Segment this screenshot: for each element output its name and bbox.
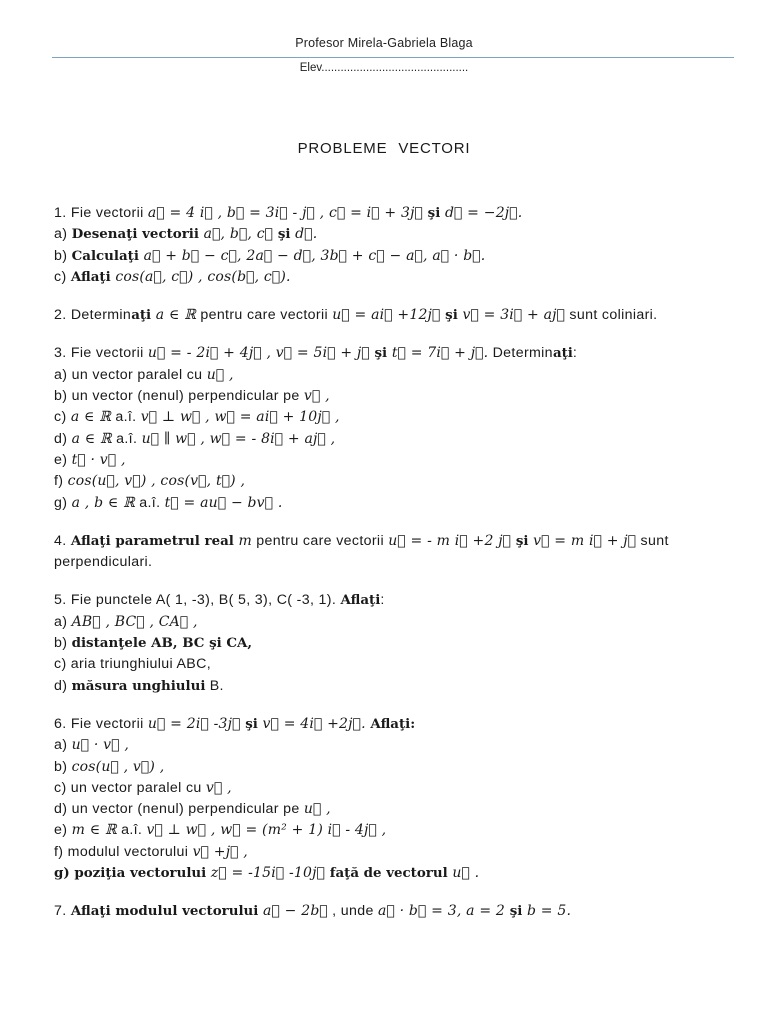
text: a) un vector paralel cu — [54, 366, 207, 383]
math-expression: v⃗ , — [205, 779, 232, 796]
bold-text: Calculaţi — [71, 247, 144, 264]
problem-1-line — [54, 224, 734, 245]
bold-text: şi — [369, 345, 392, 362]
problem-6-line — [54, 778, 734, 799]
math-expression: z⃗ = -15i⃗ -10j⃗ — [210, 865, 326, 882]
text: c) — [54, 409, 71, 426]
text: 7. — [54, 903, 71, 920]
problem-5-line — [54, 654, 734, 675]
math-expression: cos(u⃗, v⃗) , cos(v⃗, t⃗) , — [67, 473, 246, 490]
text: , unde — [327, 903, 379, 920]
math-expression: u⃗ = 2i⃗ -3j⃗ — [147, 715, 241, 732]
problem-4-line — [54, 552, 734, 573]
problem-4-line — [54, 531, 734, 552]
problem-3-line — [54, 429, 734, 450]
math-expression: a , b ∈ ℝ — [71, 494, 135, 511]
math-expression: u⃗ , — [303, 801, 331, 818]
math-expression: u⃗ = - 2i⃗ + 4j⃗ , v⃗ = 5i⃗ + j⃗ — [147, 345, 370, 362]
math-expression: t⃗ · v⃗ , — [71, 451, 126, 468]
bold-text: Aflaţi modulul vectorului — [70, 903, 264, 920]
math-expression: cos(u⃗ , v⃗) , — [71, 758, 165, 775]
text: a.î. — [116, 822, 147, 839]
text: a) — [54, 226, 72, 243]
math-expression: a⃗ · b⃗ = 3, a = 2 — [378, 903, 506, 920]
text: b) — [54, 758, 72, 775]
problem-6-line — [54, 799, 734, 820]
text: e) — [54, 822, 72, 839]
bold-text: şi — [440, 307, 463, 324]
problem-6-line — [54, 842, 734, 863]
problem-3-line — [54, 493, 734, 514]
text: g) — [54, 494, 72, 511]
text: a.î. — [111, 409, 141, 426]
text: d) un vector (nenul) perpendicular pe — [54, 801, 304, 818]
problem-6-line — [54, 714, 734, 735]
math-expression: t⃗ = 7i⃗ + j⃗. — [391, 345, 489, 362]
problem-3 — [54, 343, 734, 513]
text: c) aria triunghiului ABC, — [54, 656, 211, 673]
text: B. — [205, 677, 224, 694]
math-expression: m — [238, 532, 252, 549]
text: sunt — [636, 532, 669, 549]
problem-1 — [54, 203, 734, 288]
student-name-line: Elev.............................................. — [299, 62, 469, 74]
text: 1. Fie vectorii — [54, 205, 148, 221]
problem-7-line — [54, 901, 734, 922]
text: 2. Determin — [54, 307, 132, 324]
text: 3. Fie vectorii — [54, 345, 148, 362]
math-expression: v⃗ , — [303, 388, 330, 405]
bold-text: aţi — [552, 345, 573, 362]
text: e) — [54, 451, 72, 468]
text: sunt coliniari. — [565, 307, 658, 324]
math-expression: t⃗ = au⃗ − bv⃗ . — [164, 494, 283, 511]
problem-5 — [54, 590, 734, 696]
text: d) — [54, 430, 72, 447]
problem-3-line — [54, 450, 734, 471]
text: a) — [54, 613, 72, 630]
math-expression: v⃗ = m i⃗ + j⃗ — [533, 532, 637, 549]
text: pentru care vectorii — [252, 532, 389, 549]
bold-text: şi — [423, 205, 445, 221]
math-expression: cos(a⃗, c⃗) , cos(b⃗, c⃗). — [115, 268, 291, 285]
problem-6-line — [54, 820, 734, 841]
worksheet-title: PROBLEME VECTORI — [297, 140, 471, 157]
bold-text: Aflaţi parametrul real — [70, 532, 239, 549]
text: : — [380, 592, 385, 609]
bold-text: Aflaţi — [70, 268, 116, 285]
text: b) un vector (nenul) perpendicular pe — [54, 388, 304, 405]
bold-text: măsura unghiului — [71, 677, 206, 694]
math-expression: a⃗ + b⃗ − c⃗, 2a⃗ − d⃗, 3b⃗ + c⃗ − a⃗, a⃗ · b⃗. — [143, 247, 486, 264]
math-expression: a⃗ = 4 i⃗ , b⃗ = 3i⃗ - j⃗ , c⃗ = i⃗ + 3j⃗ — [147, 205, 424, 221]
math-expression: a ∈ ℝ — [70, 409, 112, 426]
problem-3-line — [54, 407, 734, 428]
problem-3-line — [54, 365, 734, 386]
bold-text: Aflaţi — [340, 592, 381, 609]
text: perpendiculari. — [54, 554, 153, 571]
text: Determin — [488, 345, 553, 362]
text: a.î. — [111, 430, 142, 447]
text: c) un vector paralel cu — [54, 779, 206, 796]
math-expression: v⃗ ⊥ w⃗ , w⃗ = ai⃗ + 10j⃗ , — [140, 409, 340, 426]
bold-text: Desenaţi vectorii — [71, 226, 204, 243]
problem-5-line — [54, 590, 734, 611]
bold-text: g) poziţia vectorului — [54, 865, 211, 882]
text: a.î. — [134, 494, 165, 511]
problem-1-line — [54, 203, 734, 224]
bold-text: aţi — [131, 307, 152, 324]
problem-3-line — [54, 471, 734, 492]
problem-3-line — [54, 386, 734, 407]
math-expression: a ∈ ℝ — [71, 430, 112, 447]
math-expression: m ∈ ℝ — [71, 822, 117, 839]
problem-1-line — [54, 246, 734, 267]
math-expression: u⃗ = - m i⃗ +2 j⃗ — [388, 532, 512, 549]
problem-5-line — [54, 676, 734, 697]
problem-2-line — [54, 305, 734, 326]
bold-text: şi — [273, 226, 296, 243]
math-expression: u⃗ · v⃗ , — [71, 737, 129, 754]
text: c) — [54, 268, 71, 285]
problem-list — [54, 203, 734, 940]
math-expression: d⃗. — [295, 226, 318, 243]
bold-text: şi — [505, 903, 527, 920]
math-expression: a⃗, b⃗, c⃗ — [203, 226, 274, 243]
math-expression: u⃗ . — [452, 865, 480, 882]
text: 6. Fie vectorii — [54, 715, 148, 732]
text: d) — [54, 677, 72, 694]
math-expression: v⃗ = 3i⃗ + aj⃗ — [462, 307, 566, 324]
problem-3-line — [54, 343, 734, 364]
problem-5-line — [54, 633, 734, 654]
problem-7 — [54, 901, 734, 922]
problem-6-line — [54, 757, 734, 778]
problem-2 — [54, 305, 734, 326]
problem-5-line — [54, 612, 734, 633]
text: pentru care vectorii — [196, 307, 333, 324]
bold-text: şi — [511, 532, 534, 549]
math-expression: u⃗ ∥ w⃗ , w⃗ = - 8i⃗ + aj⃗ , — [141, 430, 336, 447]
math-expression: AB⃗ , BC⃗ , CA⃗ , — [71, 613, 198, 630]
math-expression: v⃗ ⊥ w⃗ , w⃗ = (m² + 1) i⃗ - 4j⃗ , — [146, 822, 387, 839]
author-line: Profesor Mirela-Gabriela Blaga — [295, 36, 473, 50]
text: b) — [54, 635, 72, 652]
bold-text: şi — [240, 715, 263, 732]
text: f) modulul vectorului — [54, 843, 193, 860]
problem-6-line — [54, 863, 734, 884]
math-expression: a⃗ − 2b⃗ — [263, 903, 328, 920]
header-divider — [52, 57, 734, 58]
math-expression: u⃗ , — [206, 366, 234, 383]
problem-6 — [54, 714, 734, 884]
text: 5. Fie punctele A( 1, -3), B( 5, 3), C( -3, 1). — [54, 592, 341, 609]
problem-6-line — [54, 735, 734, 756]
math-expression: b = 5. — [526, 903, 572, 920]
text: 4. — [54, 532, 71, 549]
bold-text: Aflaţi: — [365, 715, 416, 732]
math-expression: a ∈ ℝ — [151, 307, 197, 324]
text: b) — [54, 247, 72, 264]
text: a) — [54, 737, 72, 754]
math-expression: u⃗ = ai⃗ +12j⃗ — [332, 307, 441, 324]
math-expression: v⃗ = 4i⃗ +2j⃗. — [262, 715, 366, 732]
text: f) — [54, 473, 68, 490]
math-expression: v⃗ +j⃗ , — [192, 843, 248, 860]
math-expression: d⃗ = −2j⃗. — [444, 205, 523, 221]
bold-text: distanţele AB, BC şi CA, — [71, 635, 253, 652]
text: : — [572, 345, 578, 362]
problem-1-line — [54, 267, 734, 288]
problem-4 — [54, 531, 734, 574]
bold-text: faţă de vectorul — [325, 865, 453, 882]
